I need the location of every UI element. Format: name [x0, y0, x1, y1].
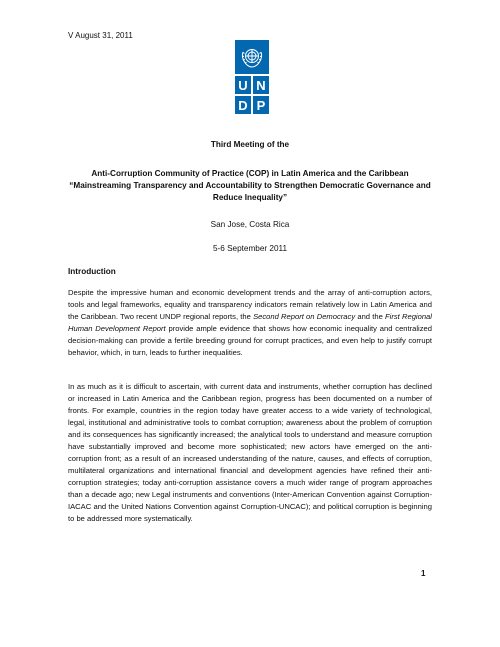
section-heading: Introduction [68, 267, 116, 276]
meeting-dates: 5-6 September 2011 [212, 244, 288, 253]
theme-subtitle: “Mainstreaming Transparency and Accountability to Strengthen Democratic Governance and Reduce Inequality” [69, 181, 431, 203]
meeting-location: San Jose, Costa Rica [210, 220, 290, 229]
logo-letter-n: N [253, 76, 269, 94]
logo-letter-p: P [253, 96, 269, 114]
report-title-democracy: Second Report on Democracy [253, 312, 356, 321]
document-title [68, 168, 432, 205]
intro-paragraph-2: In as much as it is difficult to ascertain, with current data and instruments, whether corruption has declined or increased in Latin America and the Caribbean region, progress has been documented on a number of fronts. For example, countries in the region today have greater access to a wide variety of technological, legal, institutional and administrative tools to combat corruption; awareness about the problem of corruption and its consequences has significantly increased; the analytical tools to understand and measure corruption have substantially improved and become more sophisticated; new actors have emerged on the anti-corruption front; as a result of an increased understanding of the nature, causes, and effects of corruption, multilateral organizations and international financial and development agencies have refined their anti-corruption strategies; today anti-corruption assistance covers a much wider range of program approaches than a decade ago; new Legal instruments and conventions (Inter-American Convention against Corruption-IACAC and the United Nations Convention against Corruption-UNCAC); and political corruption is beginning to be addressed more systematically. [68, 382, 432, 523]
document-version-date: V August 31, 2011 [68, 31, 133, 40]
undp-logo [235, 40, 269, 115]
un-emblem-icon [235, 40, 269, 74]
intro-paragraph-1: Despite the impressive human and economic development trends and the array of anti-corruption actors, tools and legal frameworks, equality and transparency indicators remain relatively low in Latin America and the Caribbean. Two recent UNDP regional reports, the Second Report on Democracy and the First Regional Human Development Report provide ample evidence that shows how economic inequality and centralized decision-making can provide a fertile breeding ground for corrupt practices, and even help to justify corrupt behavior, which, in turn, leads to further inequalities. [68, 288, 432, 357]
logo-letter-d: D [235, 96, 251, 114]
report-title-human-development: First Regional Human Development Report [68, 312, 432, 333]
meeting-title: Third Meeting of the [210, 140, 290, 149]
community-name: Anti-Corruption Community of Practice (COP) in Latin America and the Caribbean [91, 169, 409, 178]
page-number: 1 [421, 569, 426, 578]
logo-letter-u: U [235, 76, 251, 94]
